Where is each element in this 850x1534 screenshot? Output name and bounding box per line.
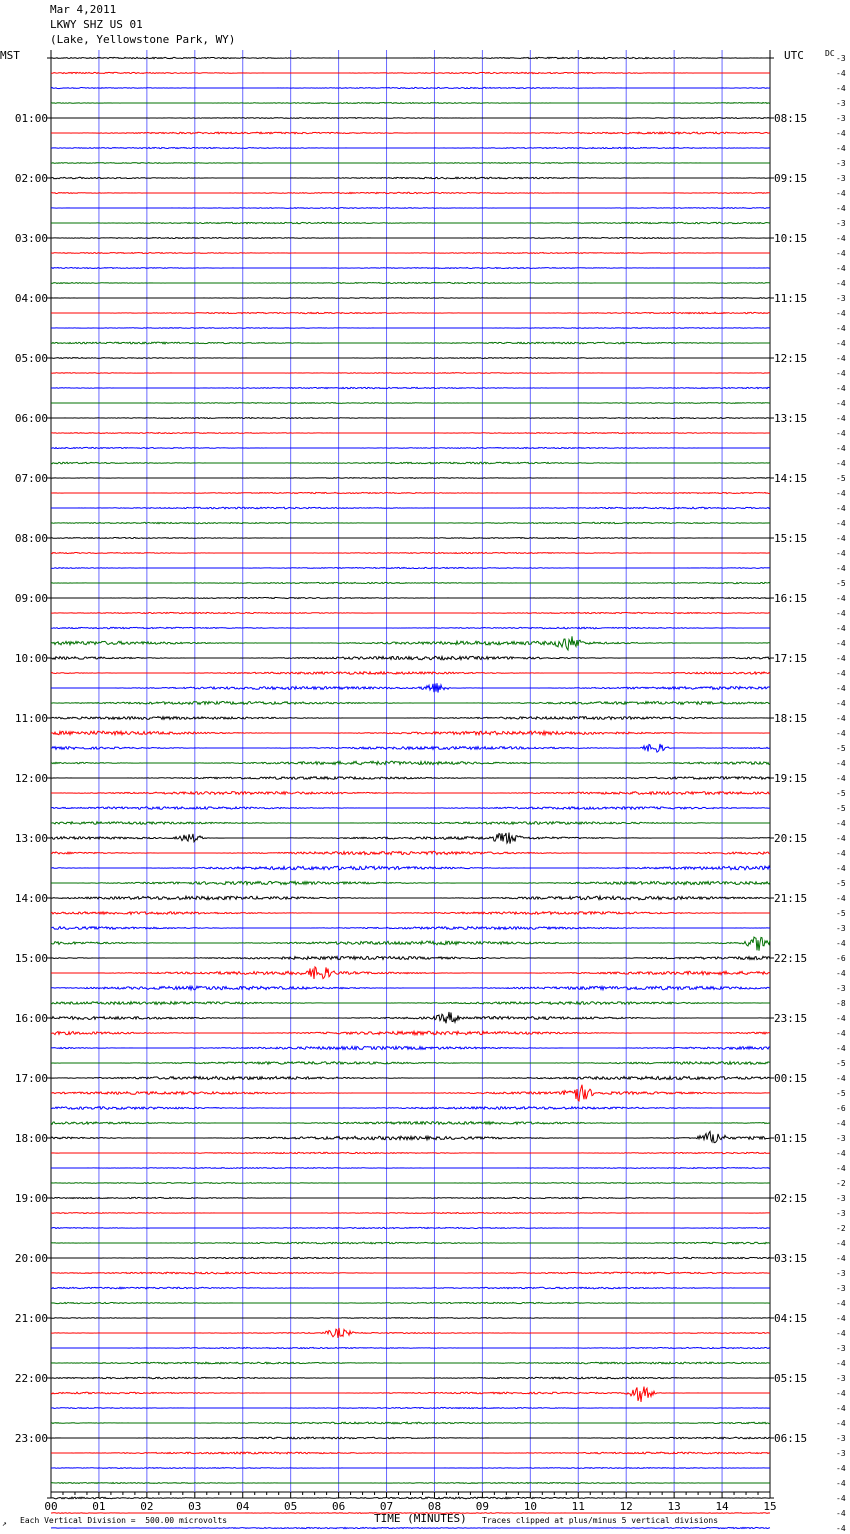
dc-offset-label: -5 [836, 909, 846, 918]
dc-offset-label: -3 [836, 1194, 846, 1203]
trace-line [51, 192, 770, 193]
trace-line [51, 1242, 770, 1244]
trace-line [51, 582, 770, 583]
dc-offset-label: -3 [836, 99, 846, 108]
left-hour-label: 16:00 [14, 1012, 48, 1025]
trace-line [51, 807, 770, 810]
x-tick-label: 01 [92, 1500, 106, 1513]
right-hour-label: 00:15 [774, 1072, 808, 1085]
trace-line [51, 1497, 770, 1499]
x-tick-label: 04 [236, 1500, 250, 1513]
trace-line [51, 373, 770, 374]
trace-line [51, 132, 770, 134]
dc-offset-label: -4 [836, 684, 846, 693]
trace-line [51, 1318, 770, 1319]
trace-line [51, 253, 770, 254]
trace-line [51, 1347, 770, 1348]
left-hour-label: 14:00 [14, 892, 48, 905]
right-hour-label: 11:15 [774, 292, 808, 305]
dc-offset-label: -4 [836, 534, 846, 543]
trace-line [51, 433, 770, 434]
left-hour-label: 11:00 [14, 712, 48, 725]
left-hour-label: 19:00 [14, 1192, 48, 1205]
dc-offset-label: -4 [836, 84, 846, 93]
trace-line [51, 1422, 770, 1424]
dc-offset-label: -4 [836, 69, 846, 78]
trace-line [51, 57, 770, 58]
x-tick-label: 09 [475, 1500, 490, 1513]
right-hour-label: 20:15 [774, 832, 808, 845]
dc-offset-label: -4 [836, 129, 846, 138]
trace-line [51, 597, 770, 598]
dc-offset-label: -4 [836, 1494, 846, 1503]
trace-line [51, 522, 770, 523]
dc-offset-label: -4 [836, 264, 846, 273]
x-tick-label: 02 [140, 1500, 154, 1513]
trace-line [51, 1407, 770, 1408]
dc-offset-label: -4 [836, 144, 846, 153]
trace-line [51, 222, 770, 223]
trace-line [51, 986, 770, 990]
dc-offset-label: -3 [836, 1134, 846, 1143]
dc-offset-label: -3 [836, 294, 846, 303]
right-hour-label: 19:15 [774, 772, 808, 785]
dc-offset-label: -3 [836, 54, 846, 63]
dc-offset-label: -4 [836, 594, 846, 603]
trace-line [51, 1076, 770, 1079]
trace-line [51, 1227, 770, 1228]
dc-offset-label: -3 [836, 984, 846, 993]
trace-line [51, 358, 770, 359]
dc-offset-label: -4 [836, 1044, 846, 1053]
trace-line [51, 418, 770, 419]
dc-offset-label: -4 [836, 564, 846, 573]
dc-offset-label: -4 [836, 459, 846, 468]
dc-offset-label: -4 [836, 819, 846, 828]
left-hour-label: 22:00 [14, 1372, 48, 1385]
dc-offset-label: -4 [836, 324, 846, 333]
dc-offset-label: -4 [836, 729, 846, 738]
trace-line [51, 672, 770, 675]
trace-line [51, 1527, 770, 1528]
trace-line [51, 612, 770, 613]
trace-line [51, 833, 770, 844]
dc-offset-label: -4 [836, 549, 846, 558]
trace-line [51, 492, 770, 493]
left-hour-label: 03:00 [14, 232, 48, 245]
x-tick-label: 13 [667, 1500, 681, 1513]
dc-offset-label: -4 [836, 369, 846, 378]
trace-line [51, 761, 770, 765]
dc-offset-label: -2 [836, 1179, 846, 1188]
trace-line [51, 896, 770, 900]
right-hour-label: 06:15 [774, 1432, 808, 1445]
trace-line [51, 147, 770, 148]
trace-line [51, 118, 770, 119]
dc-offset-label: -4 [836, 624, 846, 633]
dc-offset-label: -4 [836, 1479, 846, 1488]
x-tick-label: 03 [188, 1500, 202, 1513]
trace-line [51, 387, 770, 388]
dc-offset-label: -4 [836, 1239, 846, 1248]
trace-line [51, 312, 770, 313]
dc-offset-label: -4 [836, 354, 846, 363]
corner-mark: ↗ [2, 1519, 7, 1528]
trace-line [51, 87, 770, 88]
dc-offset-label: -3 [836, 219, 846, 228]
x-tick-label: 07 [379, 1500, 394, 1513]
right-hour-label: 02:15 [774, 1192, 808, 1205]
trace-line [51, 208, 770, 209]
x-tick-label: 08 [427, 1500, 442, 1513]
dc-offset-label: -3 [836, 1374, 846, 1383]
trace-line [51, 912, 770, 915]
trace-line [51, 298, 770, 299]
trace-line [51, 822, 770, 825]
dc-offset-label: -4 [836, 699, 846, 708]
left-axis-title: MST [0, 49, 20, 62]
dc-offset-label: -4 [836, 249, 846, 258]
trace-line [51, 1387, 770, 1402]
trace-line [51, 656, 770, 659]
left-hour-label: 18:00 [14, 1132, 48, 1145]
trace-line [51, 1107, 770, 1110]
trace-line [51, 937, 770, 951]
dc-offset-label: -5 [836, 1089, 846, 1098]
trace-line [51, 1062, 770, 1065]
trace-line [51, 328, 770, 329]
dc-offset-label: -4 [836, 339, 846, 348]
dc-offset-label: -3 [836, 1434, 846, 1443]
trace-line [51, 731, 770, 735]
right-hour-label: 16:15 [774, 592, 808, 605]
dc-offset-label: -4 [836, 1404, 846, 1413]
trace-line [51, 268, 770, 269]
right-hour-label: 17:15 [774, 652, 808, 665]
trace-line [51, 627, 770, 628]
dc-offset-label: -4 [836, 489, 846, 498]
trace-line [51, 567, 770, 568]
trace-line [51, 1452, 770, 1454]
location-label: (Lake, Yellowstone Park, WY) [50, 33, 236, 46]
dc-offset-label: -4 [836, 1014, 846, 1023]
left-hour-label: 13:00 [14, 832, 48, 845]
dc-offset-label: -4 [836, 969, 846, 978]
dc-offset-label: -4 [836, 1299, 846, 1308]
trace-line [51, 702, 770, 705]
dc-offset-label: -3 [836, 1209, 846, 1218]
dc-offset-label: -4 [836, 519, 846, 528]
trace-line [51, 1468, 770, 1469]
dc-offset-label: -3 [836, 1269, 846, 1278]
right-hour-label: 14:15 [774, 472, 808, 485]
trace-line [51, 1197, 770, 1198]
dc-offset-label: -4 [836, 189, 846, 198]
dc-offset-label: -4 [836, 1119, 846, 1128]
trace-line [51, 282, 770, 283]
x-tick-label: 15 [763, 1500, 777, 1513]
x-tick-label: 11 [571, 1500, 585, 1513]
dc-offset-label: -4 [836, 849, 846, 858]
dc-offset-label: -4 [836, 834, 846, 843]
right-hour-label: 01:15 [774, 1132, 808, 1145]
dc-offset-label: -4 [836, 504, 846, 513]
trace-line [51, 851, 770, 854]
dc-offset-label: -6 [836, 1104, 846, 1113]
right-hour-label: 21:15 [774, 892, 808, 905]
left-hour-label: 08:00 [14, 532, 48, 545]
trace-line [51, 237, 770, 238]
right-axis-title: UTC [784, 49, 804, 62]
left-hour-label: 07:00 [14, 472, 48, 485]
dc-offset-label: -3 [836, 1284, 846, 1293]
right-hour-label: 15:15 [774, 532, 808, 545]
right-hour-label: 08:15 [774, 112, 808, 125]
x-tick-label: 06 [331, 1500, 346, 1513]
right-hour-label: 22:15 [774, 952, 808, 965]
dc-offset-label: -4 [836, 714, 846, 723]
dc-offset-label: -5 [836, 879, 846, 888]
dc-offset-label: -4 [836, 309, 846, 318]
dc-offset-label: -5 [836, 579, 846, 588]
trace-line [51, 1287, 770, 1289]
trace-line [51, 744, 770, 752]
dc-offset-label: -4 [836, 384, 846, 393]
trace-line [51, 553, 770, 554]
right-hour-label: 04:15 [774, 1312, 808, 1325]
trace-line [51, 462, 770, 464]
dc-offset-label: -4 [836, 1524, 846, 1533]
trace-line [51, 956, 770, 959]
trace-line [51, 1257, 770, 1258]
left-hour-label: 04:00 [14, 292, 48, 305]
trace-line [51, 478, 770, 479]
trace-line [51, 717, 770, 720]
right-hour-label: 09:15 [774, 172, 808, 185]
trace-line [51, 1122, 770, 1125]
trace-line [51, 1272, 770, 1274]
dc-offset-label: -4 [836, 1074, 846, 1083]
dc-offset-label: -8 [836, 999, 846, 1008]
left-hour-label: 01:00 [14, 112, 48, 125]
left-hour-label: 21:00 [14, 1312, 48, 1325]
dc-offset-label: -4 [836, 1164, 846, 1173]
right-hour-label: 12:15 [774, 352, 808, 365]
trace-line [51, 792, 770, 795]
left-hour-label: 17:00 [14, 1072, 48, 1085]
trace-line [51, 777, 770, 780]
trace-line [51, 1085, 770, 1101]
trace-line [51, 447, 770, 448]
trace-line [51, 342, 770, 344]
dc-offset-label: -4 [836, 1029, 846, 1038]
dc-offset-label: -4 [836, 1389, 846, 1398]
dc-offset-label: -4 [836, 204, 846, 213]
trace-line [51, 1328, 770, 1338]
dc-offset-label: -4 [836, 399, 846, 408]
dc-offset-label: -4 [836, 1149, 846, 1158]
dc-offset-label: -4 [836, 939, 846, 948]
trace-line [51, 103, 770, 104]
trace-line [51, 1031, 770, 1035]
left-hour-label: 06:00 [14, 412, 48, 425]
left-hour-label: 23:00 [14, 1432, 48, 1445]
trace-line [51, 177, 770, 179]
trace-line [51, 72, 770, 73]
dc-offset-label: -3 [836, 924, 846, 933]
right-hour-label: 13:15 [774, 412, 808, 425]
left-hour-label: 15:00 [14, 952, 48, 965]
trace-line [51, 1183, 770, 1184]
trace-line [51, 881, 770, 884]
clip-note: Traces clipped at plus/minus 5 vertical divisions [482, 1516, 719, 1525]
dc-offset-label: -4 [836, 1254, 846, 1263]
dc-offset-label: -5 [836, 789, 846, 798]
x-axis-label: TIME (MINUTES) [374, 1512, 467, 1525]
left-hour-label: 02:00 [14, 172, 48, 185]
dc-offset-label: -4 [836, 639, 846, 648]
right-hour-label: 05:15 [774, 1372, 808, 1385]
x-tick-label: 05 [284, 1500, 298, 1513]
dc-offset-label: -5 [836, 804, 846, 813]
trace-line [51, 1012, 770, 1023]
trace-line [51, 538, 770, 539]
trace-line [51, 163, 770, 164]
dc-offset-label: -4 [836, 1359, 846, 1368]
trace-line [51, 507, 770, 509]
dc-offset-label: -6 [836, 954, 846, 963]
dc-offset-label: -3 [836, 159, 846, 168]
left-hour-label: 10:00 [14, 652, 48, 665]
date-label: Mar 4,2011 [50, 3, 117, 16]
trace-line [51, 1377, 770, 1379]
left-hour-label: 12:00 [14, 772, 48, 785]
dc-offset-label: -4 [836, 654, 846, 663]
trace-line [51, 1132, 770, 1143]
right-hour-label: 10:15 [774, 232, 808, 245]
left-hour-label: 20:00 [14, 1252, 48, 1265]
dc-label: DC [825, 49, 835, 58]
trace-line [51, 967, 770, 979]
right-hour-label: 03:15 [774, 1252, 808, 1265]
dc-offset-label: -4 [836, 894, 846, 903]
x-tick-label: 14 [715, 1500, 729, 1513]
dc-offset-label: -4 [836, 864, 846, 873]
dc-offset-label: -3 [836, 114, 846, 123]
trace-line [51, 636, 770, 650]
left-hour-label: 09:00 [14, 592, 48, 605]
dc-offset-label: -4 [836, 609, 846, 618]
right-hour-label: 18:15 [774, 712, 808, 725]
trace-line [51, 1483, 770, 1484]
dc-offset-label: -4 [836, 1464, 846, 1473]
trace-line [51, 1046, 770, 1049]
dc-offset-label: -4 [836, 279, 846, 288]
dc-offset-label: -4 [836, 669, 846, 678]
trace-line [51, 1302, 770, 1303]
right-hour-label: 23:15 [774, 1012, 808, 1025]
station-label: LKWY SHZ US 01 [50, 18, 143, 31]
dc-offset-label: -4 [836, 444, 846, 453]
trace-line [51, 1213, 770, 1214]
x-tick-label: 12 [619, 1500, 633, 1513]
dc-offset-label: -4 [836, 1329, 846, 1338]
left-hour-label: 05:00 [14, 352, 48, 365]
dc-offset-label: -4 [836, 429, 846, 438]
dc-offset-label: -3 [836, 174, 846, 183]
dc-offset-label: -4 [836, 759, 846, 768]
trace-line [51, 403, 770, 404]
dc-offset-label: -4 [836, 1314, 846, 1323]
trace-line [51, 1362, 770, 1364]
trace-line [51, 1168, 770, 1169]
trace-line [51, 1002, 770, 1005]
dc-offset-label: -3 [836, 1449, 846, 1458]
x-tick-label: 00 [44, 1500, 58, 1513]
dc-offset-label: -4 [836, 774, 846, 783]
dc-offset-label: -3 [836, 1344, 846, 1353]
trace-line [51, 927, 770, 930]
dc-offset-label: -2 [836, 1224, 846, 1233]
trace-line [51, 683, 770, 692]
dc-offset-label: -5 [836, 744, 846, 753]
trace-line [51, 1152, 770, 1153]
trace-line [51, 866, 770, 870]
dc-offset-label: -4 [836, 234, 846, 243]
dc-offset-label: -5 [836, 474, 846, 483]
dc-offset-label: -4 [836, 414, 846, 423]
dc-offset-label: -5 [836, 1059, 846, 1068]
dc-offset-label: -4 [836, 1509, 846, 1518]
trace-line [51, 1437, 770, 1439]
scale-note: Each Vertical Division = 500.00 microvolts [20, 1516, 228, 1525]
x-tick-label: 10 [523, 1500, 537, 1513]
dc-offset-label: -4 [836, 1419, 846, 1428]
